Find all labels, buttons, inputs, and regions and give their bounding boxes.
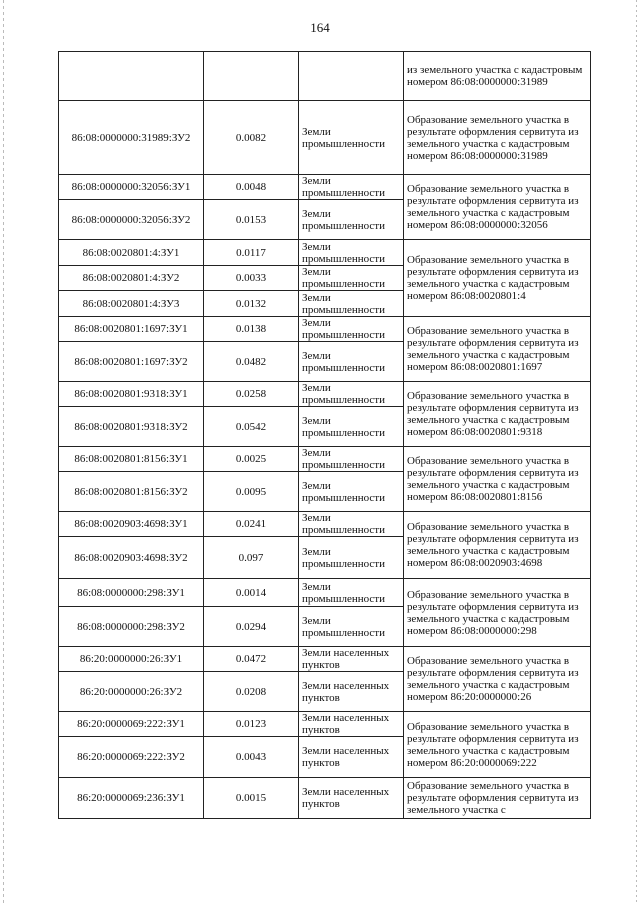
table-row: [59, 647, 591, 672]
table-row: [59, 240, 591, 266]
area-cell: 0.0048: [204, 175, 299, 200]
area-cell: 0.0153: [204, 200, 299, 240]
cadastral-id-cell: 86:08:0020801:4:ЗУ3: [59, 291, 204, 317]
cadastral-id-cell: 86:20:0000069:222:ЗУ2: [59, 737, 204, 778]
cadastral-id-cell: 86:08:0000000:32056:ЗУ2: [59, 200, 204, 240]
area-cell: 0.0472: [204, 647, 299, 672]
table-row: [59, 317, 591, 342]
area-cell: 0.0117: [204, 240, 299, 266]
cadastral-id-cell: 86:08:0020801:1697:ЗУ2: [59, 342, 204, 382]
scan-edge-right: [636, 0, 637, 905]
table-row: [59, 175, 591, 200]
land-category-cell: Земли населенных пунктов: [299, 712, 404, 737]
land-category-cell: Земли промышленности: [299, 266, 404, 291]
land-category-cell: Земли промышленности: [299, 240, 404, 266]
land-category-cell: Земли промышленности: [299, 175, 404, 200]
area-cell: 0.0025: [204, 447, 299, 472]
cadastral-id-cell: 86:08:0020801:4:ЗУ2: [59, 266, 204, 291]
formation-description-cell: Образование земельного участка в результате оформления сервитута из земельного участка с кадастровым номером 86:08:0020801:4: [404, 240, 591, 317]
area-cell: 0.0014: [204, 579, 299, 607]
cadastral-id-cell: 86:20:0000069:236:ЗУ1: [59, 778, 204, 819]
land-category-cell: Земли промышленности: [299, 291, 404, 317]
cadastral-id-cell: 86:20:0000000:26:ЗУ1: [59, 647, 204, 672]
land-category-cell: Земли промышленности: [299, 472, 404, 512]
land-category-cell: Земли населенных пунктов: [299, 672, 404, 712]
formation-description-cell: Образование земельного участка в результате оформления сервитута из земельного участка с кадастровым номером 86:08:0020801:9318: [404, 382, 591, 447]
cadastral-id-cell: 86:08:0020801:8156:ЗУ1: [59, 447, 204, 472]
formation-description-cell: Образование земельного участка в результате оформления сервитута из земельного участка с кадастровым номером 86:08:0020801:8156: [404, 447, 591, 512]
cadastral-id-cell: 86:08:0020801:8156:ЗУ2: [59, 472, 204, 512]
cadastral-id-cell: [59, 52, 204, 101]
table-row: [59, 712, 591, 737]
table-row: [59, 778, 591, 819]
cadastral-id-cell: 86:20:0000000:26:ЗУ2: [59, 672, 204, 712]
area-cell: 0.0258: [204, 382, 299, 407]
land-category-cell: Земли промышленности: [299, 579, 404, 607]
land-category-cell: Земли промышленности: [299, 317, 404, 342]
table-row: [59, 101, 591, 175]
land-category-cell: Земли промышленности: [299, 607, 404, 647]
area-cell: 0.0015: [204, 778, 299, 819]
area-cell: 0.0132: [204, 291, 299, 317]
land-category-cell: Земли промышленности: [299, 101, 404, 175]
table-body: [59, 52, 591, 819]
area-cell: 0.097: [204, 537, 299, 579]
land-category-cell: Земли населенных пунктов: [299, 778, 404, 819]
table-row: [59, 579, 591, 607]
formation-description-cell: из земельного участка с кадастровым номером 86:08:0000000:31989: [404, 52, 591, 101]
land-category-cell: Земли населенных пунктов: [299, 737, 404, 778]
formation-description-cell: Образование земельного участка в результате оформления сервитута из земельного участка с кадастровым номером 86:20:0000000:26: [404, 647, 591, 712]
land-category-cell: Земли населенных пунктов: [299, 647, 404, 672]
formation-description-cell: Образование земельного участка в результате оформления сервитута из земельного участка с кадастровым номером 86:20:0000069:222: [404, 712, 591, 778]
land-category-cell: Земли промышленности: [299, 447, 404, 472]
cadastral-id-cell: 86:08:0020903:4698:ЗУ2: [59, 537, 204, 579]
formation-description-cell: Образование земельного участка в результате оформления сервитута из земельного участка с кадастровым номером 86:08:0000000:32056: [404, 175, 591, 240]
cadastral-id-cell: 86:08:0020801:4:ЗУ1: [59, 240, 204, 266]
scan-edge-left: [3, 0, 4, 905]
cadastral-id-cell: 86:08:0000000:31989:ЗУ2: [59, 101, 204, 175]
land-category-cell: Земли промышленности: [299, 200, 404, 240]
land-category-cell: Земли промышленности: [299, 407, 404, 447]
table-row: [59, 447, 591, 472]
formation-description-cell: Образование земельного участка в результате оформления сервитута из земельного участка с кадастровым номером 86:08:0020801:1697: [404, 317, 591, 382]
cadastral-id-cell: 86:08:0020801:9318:ЗУ2: [59, 407, 204, 447]
land-category-cell: Земли промышленности: [299, 382, 404, 407]
cadastral-id-cell: 86:08:0000000:298:ЗУ1: [59, 579, 204, 607]
cadastral-id-cell: 86:08:0020801:1697:ЗУ1: [59, 317, 204, 342]
area-cell: 0.0138: [204, 317, 299, 342]
area-cell: 0.0123: [204, 712, 299, 737]
formation-description-cell: Образование земельного участка в результате оформления сервитута из земельного участка с: [404, 778, 591, 819]
land-category-cell: Земли промышленности: [299, 512, 404, 537]
formation-description-cell: Образование земельного участка в результате оформления сервитута из земельного участка с кадастровым номером 86:08:0000000:31989: [404, 101, 591, 175]
area-cell: [204, 52, 299, 101]
area-cell: 0.0033: [204, 266, 299, 291]
cadastral-id-cell: 86:08:0000000:32056:ЗУ1: [59, 175, 204, 200]
cadastral-id-cell: 86:08:0020801:9318:ЗУ1: [59, 382, 204, 407]
land-plots-table: [58, 51, 591, 819]
table-row: [59, 52, 591, 101]
table-row: [59, 512, 591, 537]
page-number: 164: [310, 20, 330, 35]
area-cell: 0.0095: [204, 472, 299, 512]
area-cell: 0.0482: [204, 342, 299, 382]
area-cell: 0.0294: [204, 607, 299, 647]
land-category-cell: [299, 52, 404, 101]
cadastral-id-cell: 86:08:0020903:4698:ЗУ1: [59, 512, 204, 537]
area-cell: 0.0082: [204, 101, 299, 175]
formation-description-cell: Образование земельного участка в результате оформления сервитута из земельного участка с кадастровым номером 86:08:0020903:4698: [404, 512, 591, 579]
formation-description-cell: Образование земельного участка в результате оформления сервитута из земельного участка с кадастровым номером 86:08:0000000:298: [404, 579, 591, 647]
table-row: [59, 382, 591, 407]
area-cell: 0.0208: [204, 672, 299, 712]
land-category-cell: Земли промышленности: [299, 537, 404, 579]
cadastral-id-cell: 86:08:0000000:298:ЗУ2: [59, 607, 204, 647]
area-cell: 0.0043: [204, 737, 299, 778]
land-category-cell: Земли промышленности: [299, 342, 404, 382]
cadastral-id-cell: 86:20:0000069:222:ЗУ1: [59, 712, 204, 737]
area-cell: 0.0241: [204, 512, 299, 537]
area-cell: 0.0542: [204, 407, 299, 447]
